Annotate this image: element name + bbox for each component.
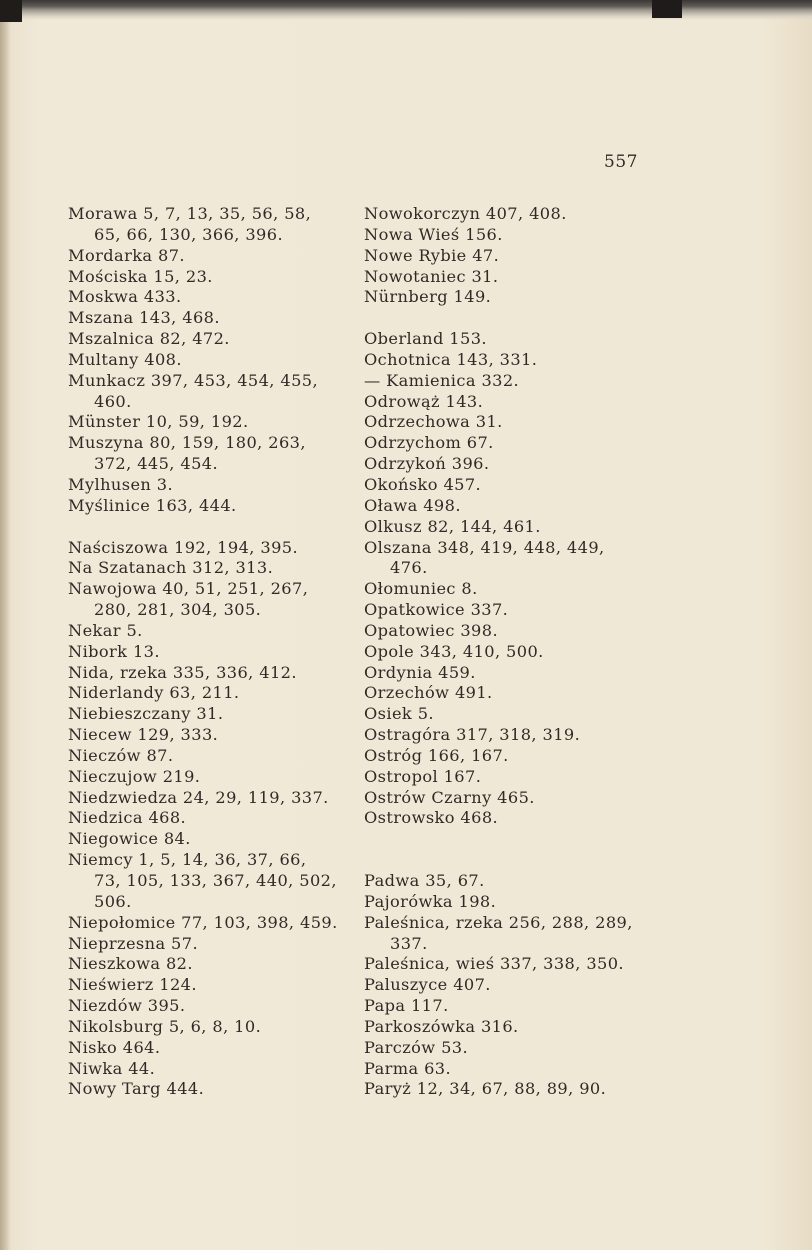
index-entry	[68, 246, 348, 267]
index-entry	[364, 392, 644, 413]
index-entry-text: Ostróg 166, 167.	[364, 745, 509, 765]
index-entry	[364, 267, 644, 288]
index-entry	[364, 496, 644, 517]
index-entry-text: Münster 10, 59, 192.	[68, 412, 249, 432]
index-entry	[364, 475, 644, 496]
index-entry	[68, 496, 348, 517]
index-entry	[364, 663, 644, 684]
index-entry-text: Niezdów 395.	[68, 996, 186, 1016]
index-entry	[68, 808, 348, 829]
index-entry	[68, 621, 348, 642]
index-entry	[68, 267, 348, 288]
index-entry-text: Ostrowsko 468.	[364, 808, 499, 828]
index-entry-text: Nibork 13.	[68, 641, 160, 661]
index-entry	[68, 996, 348, 1017]
index-entry-text: Oława 498.	[364, 495, 461, 515]
index-entry-text: Nieszkowa 82.	[68, 954, 193, 974]
index-entry-text: Ordynia 459.	[364, 662, 476, 682]
index-entry-text: Na Szatanach 312, 313.	[68, 558, 274, 578]
index-entry-text: Ostropol 167.	[364, 766, 482, 786]
index-entry	[364, 808, 644, 829]
index-entry-text: Odrzykoń 396.	[364, 454, 490, 474]
index-entry	[364, 975, 644, 996]
index-entry-text: Nikolsburg 5, 6, 8, 10.	[68, 1016, 262, 1036]
index-entry	[68, 1079, 348, 1100]
index-entry	[364, 642, 644, 663]
index-entry-text: — Kamienica 332.	[364, 370, 520, 390]
index-entry	[68, 1059, 348, 1080]
index-column-left	[68, 204, 348, 1100]
index-entry-text: Orzechów 491.	[364, 683, 493, 703]
index-entry-text: Niemcy 1, 5, 14, 36, 37, 66,	[68, 850, 307, 870]
index-entry	[68, 371, 348, 413]
page-gutter-shadow	[0, 0, 10, 1250]
index-entry-text: Moskwa 433.	[68, 287, 182, 307]
index-entry-continuation: 372, 445, 454.	[94, 454, 219, 474]
index-entry-text: Olkusz 82, 144, 461.	[364, 516, 541, 536]
index-column-right	[364, 204, 644, 1100]
page-number: 557	[604, 152, 638, 172]
index-entry-text: Niedzwiedza 24, 29, 119, 337.	[68, 787, 329, 807]
index-entry	[364, 350, 644, 371]
index-entry	[364, 1038, 644, 1059]
index-entry-text: Mszana 143, 468.	[68, 308, 220, 328]
index-entry	[68, 475, 348, 496]
index-entry-text: Paluszyce 407.	[364, 975, 491, 995]
index-entry	[364, 538, 644, 580]
index-entry-text: Ostragóra 317, 318, 319.	[364, 725, 581, 745]
index-entry-text: Nisko 464.	[68, 1037, 161, 1057]
index-entry-text: Nida, rzeka 335, 336, 412.	[68, 662, 297, 682]
index-entry	[68, 1038, 348, 1059]
index-entry	[364, 767, 644, 788]
index-entry	[68, 663, 348, 684]
index-entry-continuation: 506.	[94, 891, 132, 911]
index-entry-text: Mordarka 87.	[68, 245, 185, 265]
index-entry-text: Paryż 12, 34, 67, 88, 89, 90.	[364, 1079, 607, 1099]
index-entry-continuation: 337.	[390, 933, 428, 953]
index-entry-text: Paleśnica, wieś 337, 338, 350.	[364, 954, 624, 974]
index-entry-continuation: 73, 105, 133, 367, 440, 502,	[94, 871, 337, 890]
index-entry	[68, 725, 348, 746]
index-entry	[364, 788, 644, 809]
index-entry	[364, 1079, 644, 1100]
index-entry	[68, 934, 348, 955]
index-entry	[364, 913, 644, 955]
index-entry-text: Niecew 129, 333.	[68, 725, 219, 745]
index-entry-text: Nowy Targ 444.	[68, 1079, 205, 1099]
index-entry-text: Morawa 5, 7, 13, 35, 56, 58,	[68, 204, 312, 223]
index-entry	[364, 954, 644, 975]
index-entry-text: Nieprzesna 57.	[68, 933, 199, 953]
index-entry-text: Opatowiec 398.	[364, 620, 499, 640]
index-entry-text: Nieczujow 219.	[68, 766, 201, 786]
index-entry	[364, 246, 644, 267]
index-entry-text: Oberland 153.	[364, 329, 487, 349]
index-entry-text: Niegowice 84.	[68, 829, 191, 849]
index-entry	[364, 371, 644, 392]
index-entry-text: Mszalnica 82, 472.	[68, 329, 230, 349]
index-entry-text: Muszyna 80, 159, 180, 263,	[68, 433, 306, 453]
index-entry-text: Niebieszczany 31.	[68, 704, 224, 724]
index-entry	[68, 642, 348, 663]
index-entry	[68, 538, 348, 559]
index-entry	[68, 433, 348, 475]
index-entry-text: Nürnberg 149.	[364, 287, 492, 307]
index-entry	[68, 350, 348, 371]
index-entry-text: Munkacz 397, 453, 454, 455,	[68, 370, 319, 390]
index-entry	[364, 454, 644, 475]
index-entry-text: Ochotnica 143, 331.	[364, 349, 538, 369]
index-entry	[364, 204, 644, 225]
index-entry	[68, 850, 348, 913]
index-entry-text: Nawojowa 40, 51, 251, 267,	[68, 579, 309, 599]
index-entry	[68, 975, 348, 996]
index-entry	[68, 329, 348, 350]
index-entry	[364, 704, 644, 725]
index-entry	[68, 913, 348, 934]
index-entry	[68, 308, 348, 329]
index-entry	[68, 788, 348, 809]
index-entry	[68, 683, 348, 704]
index-entry	[68, 746, 348, 767]
index-entry-text: Osiek 5.	[364, 704, 434, 724]
scan-corner-dark	[0, 0, 22, 22]
index-entry-text: Papa 117.	[364, 996, 449, 1016]
index-entry-text: Myślinice 163, 444.	[68, 495, 237, 515]
index-entry	[364, 600, 644, 621]
index-entry	[68, 954, 348, 975]
index-entry	[68, 704, 348, 725]
index-entry-text: Parkoszówka 316.	[364, 1016, 519, 1036]
index-entry-text: Niepołomice 77, 103, 398, 459.	[68, 912, 338, 932]
index-entry-continuation: 476.	[390, 558, 428, 578]
index-entry	[68, 558, 348, 579]
index-entry	[68, 287, 348, 308]
index-entry-text: Naściszowa 192, 194, 395.	[68, 537, 299, 557]
index-entry-text: Ostrów Czarny 465.	[364, 787, 535, 807]
index-entry-text: Opatkowice 337.	[364, 600, 509, 620]
index-entry-text: Niedzica 468.	[68, 808, 187, 828]
index-entry	[364, 433, 644, 454]
index-entry-text: Okońsko 457.	[364, 474, 482, 494]
index-entry-text: Nowe Rybie 47.	[364, 245, 500, 265]
index-entry-continuation: 280, 281, 304, 305.	[94, 600, 262, 620]
index-entry-text: Parczów 53.	[364, 1037, 469, 1057]
index-entry-continuation: 460.	[94, 391, 132, 411]
index-entry-text: Nekar 5.	[68, 620, 143, 640]
index-entry	[364, 996, 644, 1017]
index-entry-text: Odrowąż 143.	[364, 391, 484, 411]
index-entry	[364, 579, 644, 600]
index-entry	[364, 225, 644, 246]
index-entry-text: Mylhusen 3.	[68, 474, 174, 494]
index-entry	[364, 517, 644, 538]
index-entry	[68, 579, 348, 621]
index-entry	[68, 204, 348, 246]
index-entry	[364, 871, 644, 892]
index-entry-text: Nieczów 87.	[68, 745, 174, 765]
index-entry-text: Nowokorczyn 407, 408.	[364, 204, 567, 223]
index-entry	[364, 412, 644, 433]
page-top-edge	[0, 0, 812, 20]
index-entry	[68, 829, 348, 850]
index-entry-text: Odrzechowa 31.	[364, 412, 503, 432]
index-entry-text: Mościska 15, 23.	[68, 266, 213, 286]
index-entry-continuation: 65, 66, 130, 366, 396.	[94, 224, 283, 244]
index-entry	[68, 1017, 348, 1038]
index-entry-text: Olszana 348, 419, 448, 449,	[364, 537, 605, 557]
index-entry-text: Multany 408.	[68, 349, 182, 369]
index-entry-text: Padwa 35, 67.	[364, 871, 485, 890]
index-entry-text: Nowotaniec 31.	[364, 266, 499, 286]
scan-edge-dark	[652, 0, 682, 18]
index-entry-text: Niderlandy 63, 211.	[68, 683, 240, 703]
index-entry	[364, 746, 644, 767]
index-entry-text: Ołomuniec 8.	[364, 579, 478, 599]
index-entry	[364, 1059, 644, 1080]
index-entry	[364, 1017, 644, 1038]
index-entry	[364, 287, 644, 308]
index-entry-text: Nieświerz 124.	[68, 975, 197, 995]
index-entry-text: Odrzychom 67.	[364, 433, 494, 453]
index-entry-text: Nowa Wieś 156.	[364, 224, 503, 244]
index-entry	[364, 725, 644, 746]
index-entry-text: Opole 343, 410, 500.	[364, 641, 544, 661]
index-entry	[68, 767, 348, 788]
index-entry	[68, 412, 348, 433]
index-entry	[364, 683, 644, 704]
index-entry-text: Pajorówka 198.	[364, 891, 497, 911]
index-entry	[364, 621, 644, 642]
index-entry-text: Niwka 44.	[68, 1058, 156, 1078]
index-entry	[364, 329, 644, 350]
index-entry-text: Paleśnica, rzeka 256, 288, 289,	[364, 912, 633, 932]
index-entry	[364, 892, 644, 913]
index-entry-text: Parma 63.	[364, 1058, 452, 1078]
